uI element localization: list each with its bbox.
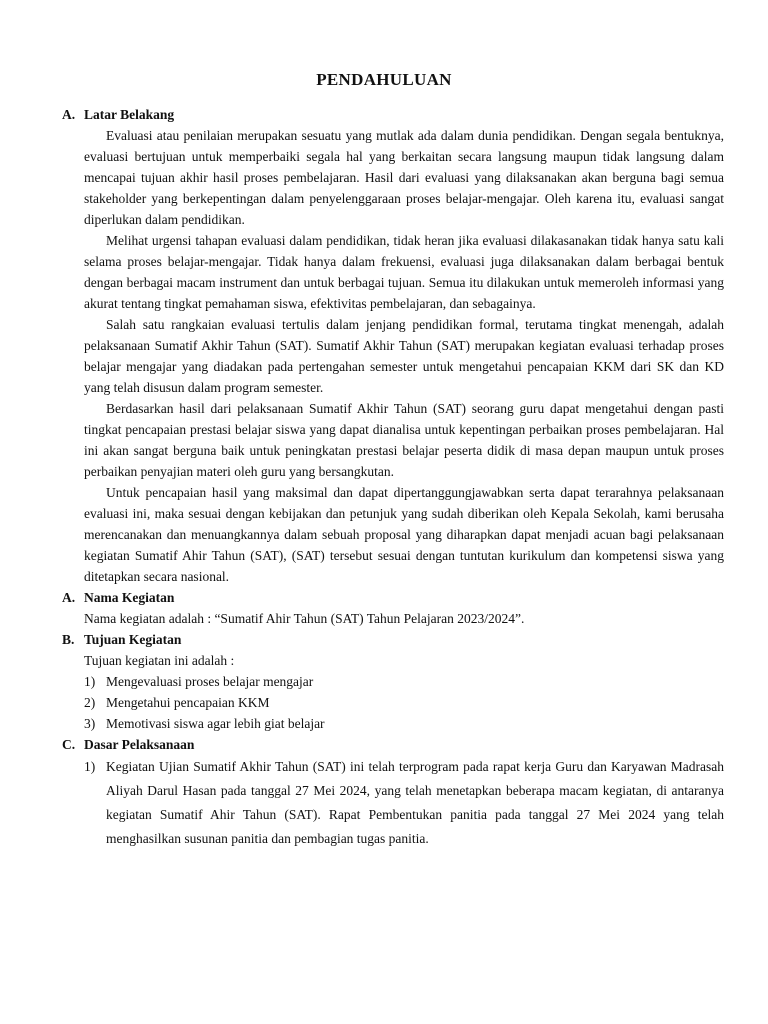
list-item	[84, 692, 724, 713]
list-number: 3)	[84, 716, 96, 731]
section-letter: A.	[62, 107, 76, 122]
section-letter: A.	[62, 590, 76, 605]
section-title: Dasar Pelaksanaan	[84, 737, 195, 752]
section-heading-nama-kegiatan	[62, 587, 724, 608]
list-text: Kegiatan Ujian Sumatif Akhir Tahun (SAT) ini telah terprogram pada rapat kerja Guru dan Karyawan Madrasah Aliyah Darul Hasan pada tanggal 27 Mei 2024, yang telah menetapkan beberapa macam kegiatan, di antaranya kegiatan Sumatif Ahir Tahun (SAT). Rapat Pembentukan panitia pada tanggal 27 Mei 2024 yang telah menghasilkan susunan panitia dan pembagian tugas panitia.	[106, 759, 724, 846]
section-title: Latar Belakang	[84, 107, 175, 122]
paragraph-4: Berdasarkan hasil dari pelaksanaan Sumatif Akhir Tahun (SAT) seorang guru dapat mengetahui dengan pasti tingkat pencapaian prestasi belajar siswa yang dapat dianalisa untuk kepentingan perbaikan proses pembelajaran. Hal ini akan sangat berguna baik untuk peningkatan prestasi belajar peserta didik di masa depan maupun untuk proses perbaikan penyajian materi oleh guru yang bersangkutan.	[84, 401, 724, 479]
section-title: Nama Kegiatan	[84, 590, 175, 605]
section-letter: B.	[62, 632, 75, 647]
section-heading-latar-belakang	[62, 104, 724, 125]
list-item	[84, 671, 724, 692]
nama-kegiatan-text: Nama kegiatan adalah : “Sumatif Ahir Tahun (SAT) Tahun Pelajaran 2023/2024”.	[84, 611, 525, 626]
list-item	[84, 755, 724, 851]
list-item	[84, 713, 724, 734]
list-text: Memotivasi siswa agar lebih giat belajar	[106, 716, 325, 731]
paragraph-3: Salah satu rangkaian evaluasi tertulis dalam jenjang pendidikan formal, terutama tingkat menengah, adalah pelaksanaan Sumatif Akhir Tahun (SAT). Sumatif Akhir Tahun (SAT) merupakan kegiatan evaluasi terhadap proses belajar mengajar yang diadakan pada pertengahan semester untuk mengetahui pencapaian KKM dari SK dan KD yang telah disusun dalam program semester.	[84, 317, 724, 395]
list-number: 2)	[84, 695, 96, 710]
list-text: Mengevaluasi proses belajar mengajar	[106, 674, 314, 689]
tujuan-list	[84, 671, 724, 734]
list-number: 1)	[84, 674, 96, 689]
document-body	[62, 104, 724, 851]
paragraph-5: Untuk pencapaian hasil yang maksimal dan dapat dipertanggungjawabkan serta dapat terarahnya pelaksanaan evaluasi ini, maka sesuai dengan kebijakan dan petunjuk yang sudah diberikan oleh Kepala Sekolah, kami berusaha merencanakan dan menuangkannya dalam sebuah proposal yang diharapkan dapat menjadi acuan bagi pelaksanaan kegiatan Sumatif Ahir Tahun (SAT), (SAT) tersebut sesuai dengan tuntutan kurikulum dan kompetensi siswa yang ditetapkan secara nasional.	[84, 485, 724, 584]
section-title: Tujuan Kegiatan	[84, 632, 182, 647]
tujuan-intro: Tujuan kegiatan ini adalah :	[84, 653, 235, 668]
list-number: 1)	[84, 759, 96, 774]
dasar-list	[84, 755, 724, 851]
list-text: Mengetahui pencapaian KKM	[106, 695, 270, 710]
page-title: PENDAHULUAN	[316, 70, 452, 89]
section-heading-dasar-pelaksanaan	[62, 734, 724, 755]
section-heading-tujuan-kegiatan	[62, 629, 724, 650]
paragraph-2: Melihat urgensi tahapan evaluasi dalam pendidikan, tidak heran jika evaluasi dilakasanakan tidak hanya satu kali selama proses belajar-mengajar. Tidak hanya dalam frekuensi, evaluasi juga dilaksanakan dalam berbagai bentuk dengan berbagai macam instrument dan untuk berbagai tujuan. Semua itu dilakukan untuk memeroleh informasi yang akurat tentang tingkat pemahaman siswa, efektivitas pembelajaran, dan sebagainya.	[84, 233, 724, 311]
paragraph-1: Evaluasi atau penilaian merupakan sesuatu yang mutlak ada dalam dunia pendidikan. Dengan segala bentuknya, evaluasi bertujuan untuk memperbaiki segala hal yang berkaitan secara langsung maupun tidak langsung dalam mencapai tujuan akhir hasil proses pembelajaran. Hasil dari evaluasi yang dilaksanakan akan berguna bagi semua stakeholder yang berkepentingan dalam penyelenggaraan proses belajar-mengajar. Oleh karena itu, evaluasi sangat diperlukan dalam pendidikan.	[84, 128, 724, 227]
section-letter: C.	[62, 737, 76, 752]
